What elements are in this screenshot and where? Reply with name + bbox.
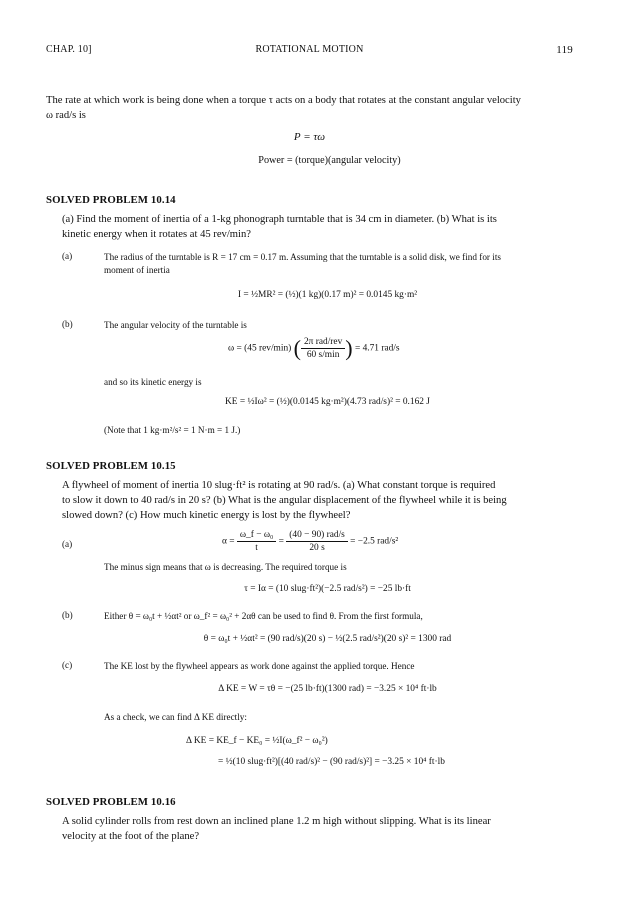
angular-acceleration-equation [222, 529, 398, 554]
kinetic-energy-equation: KE = ½Iω² = (½)(0.0145 kg·m²)(4.73 rad/s)² = 0.162 J [225, 397, 430, 407]
angular-velocity-equation [228, 336, 400, 361]
fraction [286, 529, 348, 554]
inertia-equation: I = ½MR² = (½)(1 kg)(0.17 m)² = 0.0145 kg·m² [237, 290, 418, 300]
part-text: The KE lost by the flywheel appears as work done against the applied torque. Hence [104, 661, 415, 671]
eq-left: ω = (45 rev/min) [228, 343, 292, 354]
fraction-denominator: 60 s/min [306, 350, 340, 360]
eq-right: = 4.71 rad/s [354, 343, 400, 354]
torque-equation: τ = Iα = (10 slug·ft²)(−2.5 rad/s²) = −25 lb·ft [244, 584, 411, 594]
power-equation-words: Power = (torque)(angular velocity) [258, 155, 401, 166]
part-text: The angular velocity of the turntable is [104, 320, 247, 330]
statement-line: slowed down? (c) How much kinetic energy is lost by the flywheel? [62, 510, 351, 521]
work-equation: Δ KE = W = τθ = −(25 lb·ft)(1300 rad) = −3.25 × 10⁴ ft·lb [218, 684, 437, 694]
statement-line: to slow it down to 40 rad/s in 20 s? (b) What is the angular displacement of the flywheel while it is being [62, 495, 507, 506]
part-label: (b) [62, 610, 73, 620]
fraction-numerator: ω_f − ω₀ [237, 529, 276, 542]
statement-line: velocity at the foot of the plane? [62, 831, 200, 842]
part-label: (a) [62, 539, 73, 549]
problem-statement [62, 814, 574, 844]
part-line: The radius of the turntable is R = 17 cm = 0.17 m. Assuming that the turntable is a solid disk, we find for its [104, 252, 501, 262]
paren-open: ( [293, 335, 301, 361]
statement-line: A flywheel of moment of inertia 10 slug·ft² is rotating at 90 rad/s. (a) What constant torque is required [62, 480, 496, 491]
problem-heading: SOLVED PROBLEM 10.15 [46, 460, 176, 472]
problem-heading: SOLVED PROBLEM 10.16 [46, 796, 176, 808]
eq-left: α = [222, 536, 235, 547]
delta-ke-equation: Δ KE = KE_f − KE₀ = ½I(ω_f² − ω₀²) [186, 736, 328, 746]
part-text: The minus sign means that ω is decreasing. The required torque is [104, 562, 347, 572]
part-text [104, 251, 574, 277]
power-equation: P = τω [293, 131, 326, 143]
part-label: (c) [62, 660, 73, 670]
conversion-fraction [301, 336, 345, 361]
part-label: (a) [62, 251, 73, 261]
part-label: (b) [62, 319, 73, 329]
fraction-denominator: t [255, 543, 258, 553]
problem-heading: SOLVED PROBLEM 10.14 [46, 194, 176, 206]
fraction-numerator: 2π rad/rev [301, 336, 345, 349]
intro-line-1: The rate at which work is being done when a torque τ acts on a body that rotates at the constant angular velocity [46, 95, 521, 106]
part-line: moment of inertia [104, 265, 170, 275]
page-number: 119 [556, 44, 573, 56]
fraction [237, 529, 276, 554]
statement-line: A solid cylinder rolls from rest down an inclined plane 1.2 m high without slipping. What is its linear [62, 816, 491, 827]
delta-ke-equation-continued: = ½(10 slug·ft²)[(40 rad/s)² − (90 rad/s)²] = −3.25 × 10⁴ ft·lb [218, 757, 445, 767]
chapter-label: CHAP. 10] [46, 44, 92, 55]
intro-line-2: ω rad/s is [46, 110, 86, 121]
fraction-denominator: 20 s [309, 543, 325, 553]
equals-sign: = [278, 536, 284, 547]
intro-paragraph [46, 93, 574, 123]
unit-note: (Note that 1 kg·m²/s² = 1 N·m = 1 J.) [104, 425, 241, 435]
statement-line: (a) Find the moment of inertia of a 1-kg phonograph turntable that is 34 cm in diameter. (b) What is its [62, 214, 497, 225]
problem-statement [62, 478, 574, 523]
part-text: and so its kinetic energy is [104, 377, 202, 387]
running-title: ROTATIONAL MOTION [255, 44, 364, 55]
statement-line: kinetic energy when it rotates at 45 rev/min? [62, 229, 251, 240]
paren-close: ) [345, 335, 353, 361]
problem-statement [62, 212, 574, 242]
part-text: As a check, we can find Δ KE directly: [104, 712, 247, 722]
part-text: Either θ = ω₀t + ½αt² or ω_f² = ω₀² + 2αθ can be used to find θ. From the first formula, [104, 611, 423, 621]
fraction-numerator: (40 − 90) rad/s [286, 529, 348, 542]
angular-displacement-equation: θ = ω₀t + ½αt² = (90 rad/s)(20 s) − ½(2.5 rad/s²)(20 s)² = 1300 rad [203, 634, 452, 644]
eq-right: = −2.5 rad/s² [350, 536, 399, 547]
